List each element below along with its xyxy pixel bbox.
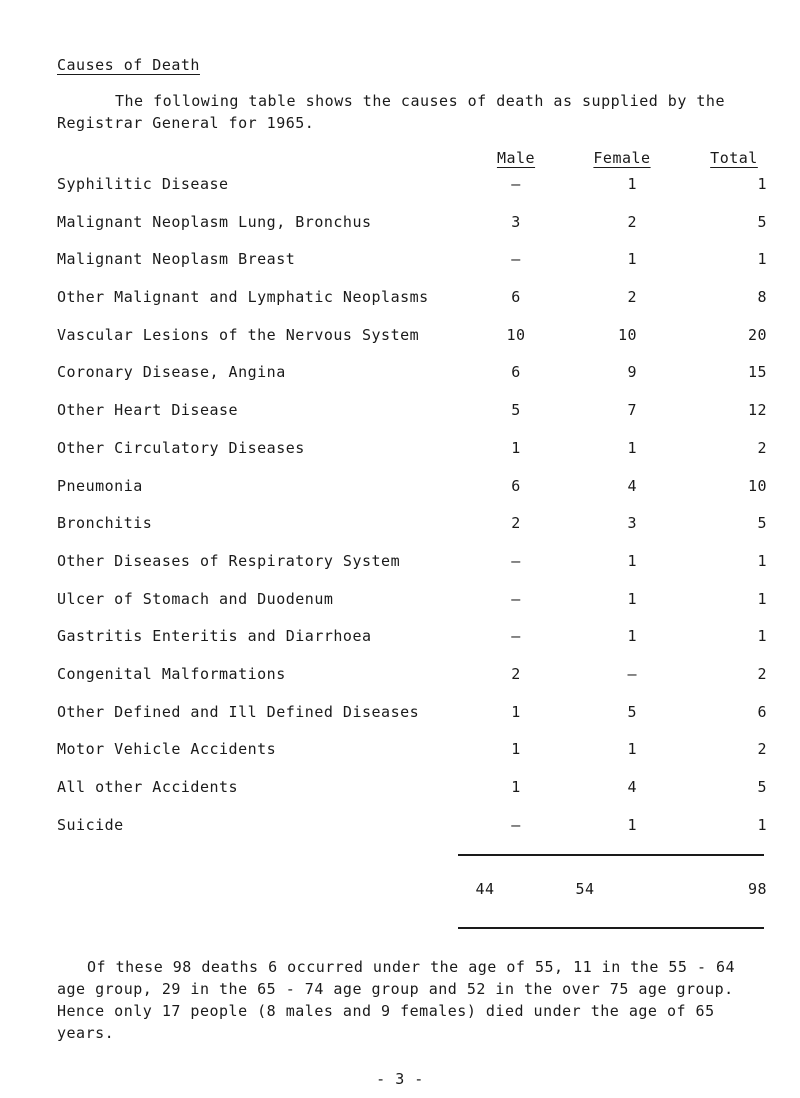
totals-rule-top [458,854,764,856]
female-count: 5 [627,702,637,721]
cause-label: Malignant Neoplasm Breast [57,250,296,269]
female-count: 1 [627,815,637,834]
total-count: 2 [757,664,767,683]
male-count: 6 [511,288,521,307]
female-count: 1 [627,175,637,193]
total-count: 5 [757,778,767,796]
male-count: 5 [511,401,521,420]
male-count: – [511,250,521,269]
male-count: 1 [511,740,521,759]
female-count: 1 [627,740,637,759]
cause-label: Other Diseases of Respiratory System [57,551,401,570]
total-count: 1 [757,589,767,608]
total-count: 15 [747,363,767,382]
page-heading: Causes of Death [57,56,200,74]
table-row [57,618,777,656]
male-count: – [511,815,521,834]
totals-rule-bottom [458,927,764,929]
table-row [57,807,777,845]
table-row [57,241,777,279]
male-count: 10 [506,325,526,344]
female-count: 4 [627,476,637,495]
intro-paragraph: The following table shows the causes of death as supplied by the Registrar General for 1965. [57,92,735,132]
total-count: 1 [757,175,767,193]
total-count: 1 [757,815,767,834]
table-row [57,694,777,732]
total-count: 10 [747,476,767,495]
male-count: 3 [511,212,521,231]
total-count: 20 [747,325,767,344]
table-row [57,543,777,581]
table-row [57,468,777,506]
cause-label: Coronary Disease, Angina [57,363,286,382]
table-row [57,317,777,355]
cause-label: Malignant Neoplasm Lung, Bronchus [57,212,372,231]
cause-label: Other Defined and Ill Defined Diseases [57,702,420,721]
female-count: 1 [627,589,637,608]
total-count: 2 [757,438,767,457]
page-number: - 3 - [376,1070,424,1088]
totals-row [0,878,800,900]
total-female: 54 [575,880,595,898]
female-count: 1 [627,438,637,457]
total-count: 6 [757,702,767,721]
female-count: 2 [627,288,637,307]
cause-label: Motor Vehicle Accidents [57,740,277,759]
cause-label: Bronchitis [57,514,153,533]
cause-label: Vascular Lesions of the Nervous System [57,325,420,344]
total-count: 1 [757,627,767,646]
table-row [57,204,777,242]
table-row [57,769,777,807]
female-count: – [627,664,637,683]
female-count: 1 [627,250,637,269]
table-row [57,354,777,392]
female-count: 7 [627,401,637,420]
male-count: 6 [511,476,521,495]
male-count: – [511,589,521,608]
female-count: 1 [627,627,637,646]
column-header-total: Total [710,149,758,167]
column-header-female: Female [593,149,651,167]
cause-label: Pneumonia [57,476,143,495]
male-count: – [511,627,521,646]
male-count: – [511,551,521,570]
male-count: 6 [511,363,521,382]
table-row [57,166,777,204]
male-count: 2 [511,514,521,533]
total-count: 8 [757,288,767,307]
cause-label: Suicide [57,815,124,834]
table-row [57,430,777,468]
female-count: 3 [627,514,637,533]
female-count: 9 [627,363,637,382]
male-count: 1 [511,778,521,796]
female-count: 1 [627,551,637,570]
total-count: 5 [757,514,767,533]
total-all: 98 [747,880,767,898]
table-row [57,279,777,317]
table-row [57,505,777,543]
table-row [57,656,777,694]
cause-label: Other Circulatory Diseases [57,438,305,457]
male-count: 1 [511,702,521,721]
summary-paragraph: Of these 98 deaths 6 occurred under the age of 55, 11 in the 55 - 64 age group, 29 in the 65 - 74 age group and 52 in the over 75 age group. Hence only 17 people (8 males and 9 females) died under the age of 65 years. [57,958,736,1042]
cause-label: Congenital Malformations [57,664,286,683]
total-count: 1 [757,250,767,269]
male-count: 2 [511,664,521,683]
cause-label: Syphilitic Disease [57,175,229,193]
table-row [57,581,777,619]
female-count: 2 [627,212,637,231]
female-count: 10 [617,325,637,344]
total-count: 12 [747,401,767,420]
total-count: 5 [757,212,767,231]
causes-table [57,166,777,844]
cause-label: Gastritis Enteritis and Diarrhoea [57,627,372,646]
table-row [57,731,777,769]
female-count: 4 [627,778,637,796]
male-count: 1 [511,438,521,457]
column-header-male: Male [496,149,536,167]
cause-label: Other Heart Disease [57,401,239,420]
total-count: 1 [757,551,767,570]
male-count: – [511,175,521,193]
total-count: 2 [757,740,767,759]
cause-label: Other Malignant and Lymphatic Neoplasms [57,288,429,307]
cause-label: Ulcer of Stomach and Duodenum [57,589,334,608]
table-row [57,392,777,430]
cause-label: All other Accidents [57,778,239,796]
total-male: 44 [475,880,495,898]
